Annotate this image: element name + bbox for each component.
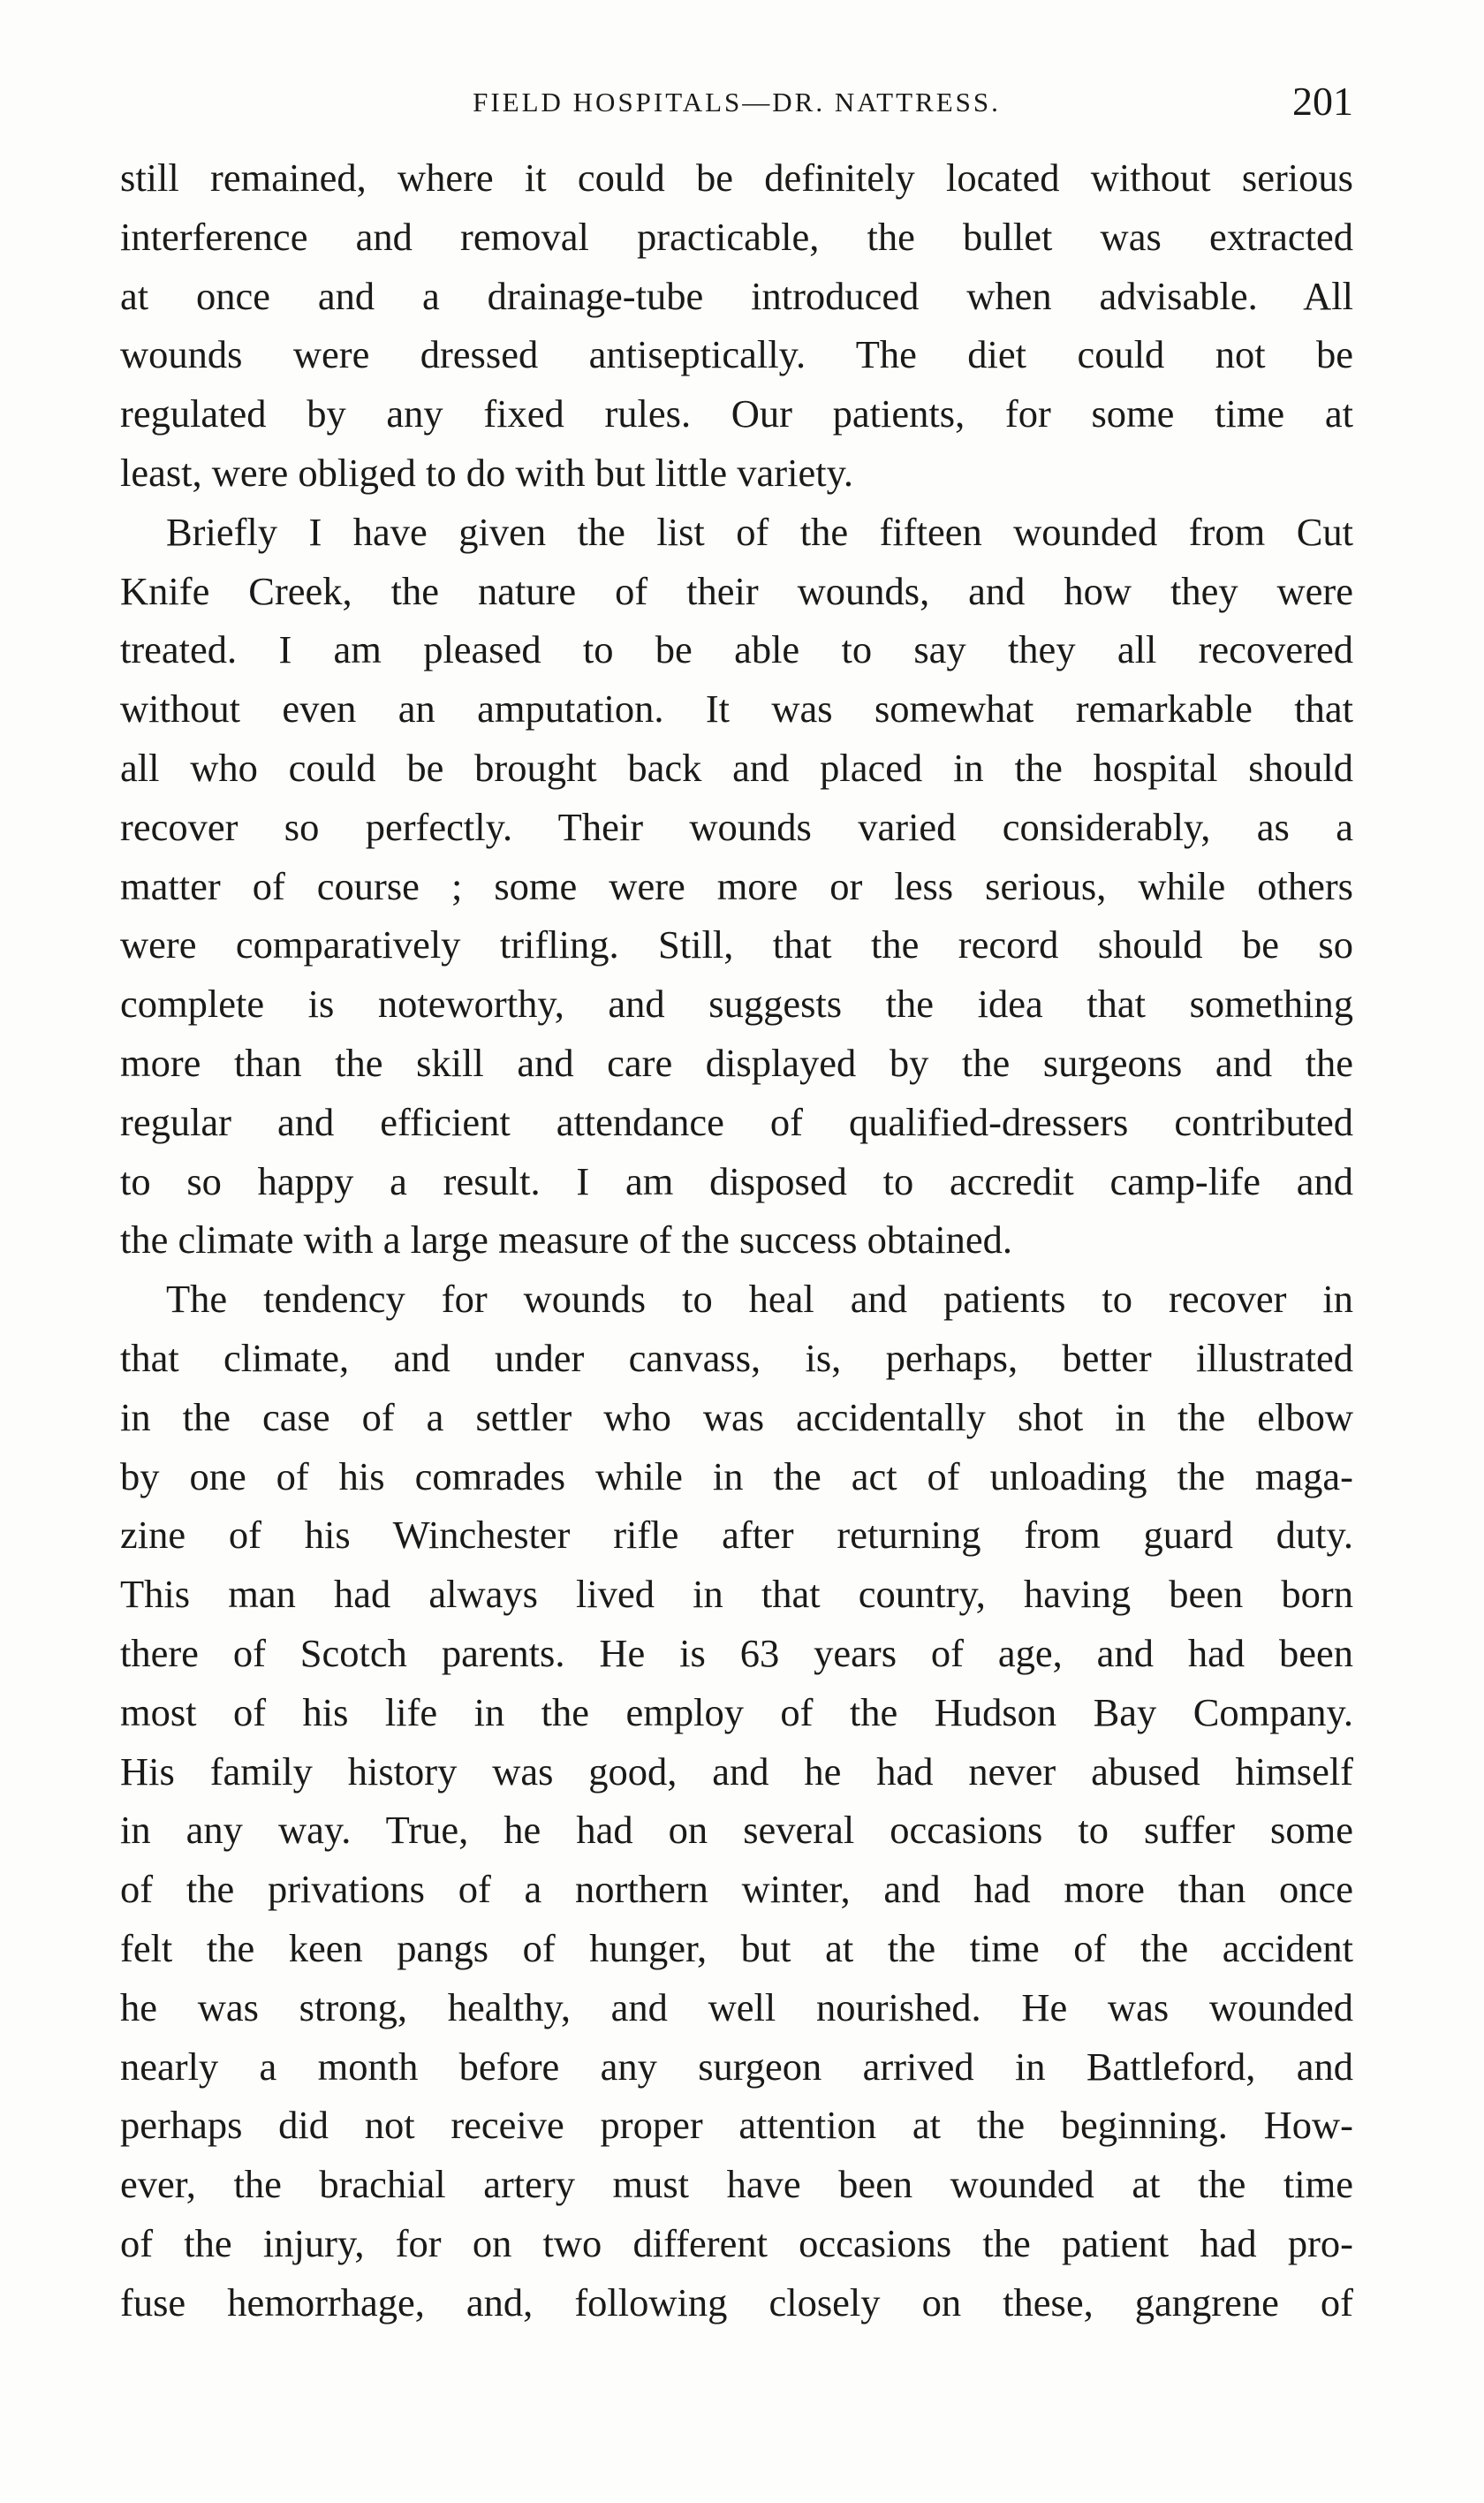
text-line: in the case of a settler who was accidentally shot in the elbow bbox=[120, 1394, 1353, 1439]
text-line: in any way. True, he had on several occasions to suffer some bbox=[120, 1808, 1353, 1853]
text-line: he was strong, healthy, and well nourished. He was wounded bbox=[120, 1984, 1353, 2029]
running-title: FIELD HOSPITALS—DR. NATTRESS. bbox=[473, 87, 1001, 118]
text-line: zine of his Winchester rifle after returning from guard duty. bbox=[120, 1513, 1353, 1558]
text-line: regulated by any fixed rules. Our patients, for some time at bbox=[120, 391, 1353, 436]
text-line: that climate, and under canvass, is, perhaps, better illustrated bbox=[120, 1335, 1353, 1380]
paragraph-start-line: The tendency for wounds to heal and patients to recover in bbox=[166, 1277, 1353, 1322]
text-line: ever, the brachial artery must have been wounded at the time bbox=[120, 2162, 1353, 2207]
text-line: there of Scotch parents. He is 63 years of age, and had been bbox=[120, 1630, 1353, 1675]
text-line: matter of course ; some were more or less serious, while others bbox=[120, 863, 1353, 908]
text-line: to so happy a result. I am disposed to accredit camp-life and bbox=[120, 1158, 1353, 1203]
text-line: at once and a drainage-tube introduced when advisable. All bbox=[120, 273, 1353, 318]
text-line: Knife Creek, the nature of their wounds, and how they were bbox=[120, 568, 1353, 613]
paragraph-end-line: the climate with a large measure of the success obtained. bbox=[120, 1217, 1012, 1263]
running-head bbox=[120, 78, 1353, 140]
text-line: were comparatively trifling. Still, that the record should be so bbox=[120, 922, 1353, 967]
text-line: complete is noteworthy, and suggests the idea that something bbox=[120, 982, 1353, 1027]
text-line: fuse hemorrhage, and, following closely on these, gangrene of bbox=[120, 2279, 1353, 2325]
text-line: still remained, where it could be definitely located without serious bbox=[120, 155, 1353, 200]
text-line: of the privations of a northern winter, and had more than once bbox=[120, 1867, 1353, 1912]
text-line: of the injury, for on two different occasions the patient had pro- bbox=[120, 2220, 1353, 2265]
paragraph-end-line: least, were obliged to do with but little variety. bbox=[120, 450, 854, 495]
text-line: nearly a month before any surgeon arrived in Battleford, and bbox=[120, 2044, 1353, 2089]
text-line: by one of his comrades while in the act of unloading the maga- bbox=[120, 1453, 1353, 1498]
text-line: This man had always lived in that country, having been born bbox=[120, 1572, 1353, 1617]
text-line: regular and efficient attendance of qualified-dressers contributed bbox=[120, 1099, 1353, 1144]
text-line: treated. I am pleased to be able to say they all recovered bbox=[120, 627, 1353, 672]
text-line: all who could be brought back and placed in the hospital should bbox=[120, 745, 1353, 790]
text-line: wounds were dressed antiseptically. The diet could not be bbox=[120, 332, 1353, 377]
text-line: most of his life in the employ of the Hudson Bay Company. bbox=[120, 1689, 1353, 1734]
text-line: His family history was good, and he had never abused himself bbox=[120, 1748, 1353, 1794]
text-line: without even an amputation. It was somewhat remarkable that bbox=[120, 686, 1353, 732]
paragraph-start-line: Briefly I have given the list of the fifteen wounded from Cut bbox=[166, 509, 1353, 554]
text-line: recover so perfectly. Their wounds varied considerably, as a bbox=[120, 804, 1353, 849]
text-line: interference and removal practicable, the bullet was extracted bbox=[120, 214, 1353, 259]
text-line: more than the skill and care displayed by the surgeons and the bbox=[120, 1040, 1353, 1085]
page-number: 201 bbox=[1292, 79, 1353, 124]
text-line: felt the keen pangs of hunger, but at the time of the accident bbox=[120, 1925, 1353, 1970]
text-line: perhaps did not receive proper attention at the beginning. How- bbox=[120, 2103, 1353, 2148]
body-text bbox=[120, 148, 1353, 2332]
